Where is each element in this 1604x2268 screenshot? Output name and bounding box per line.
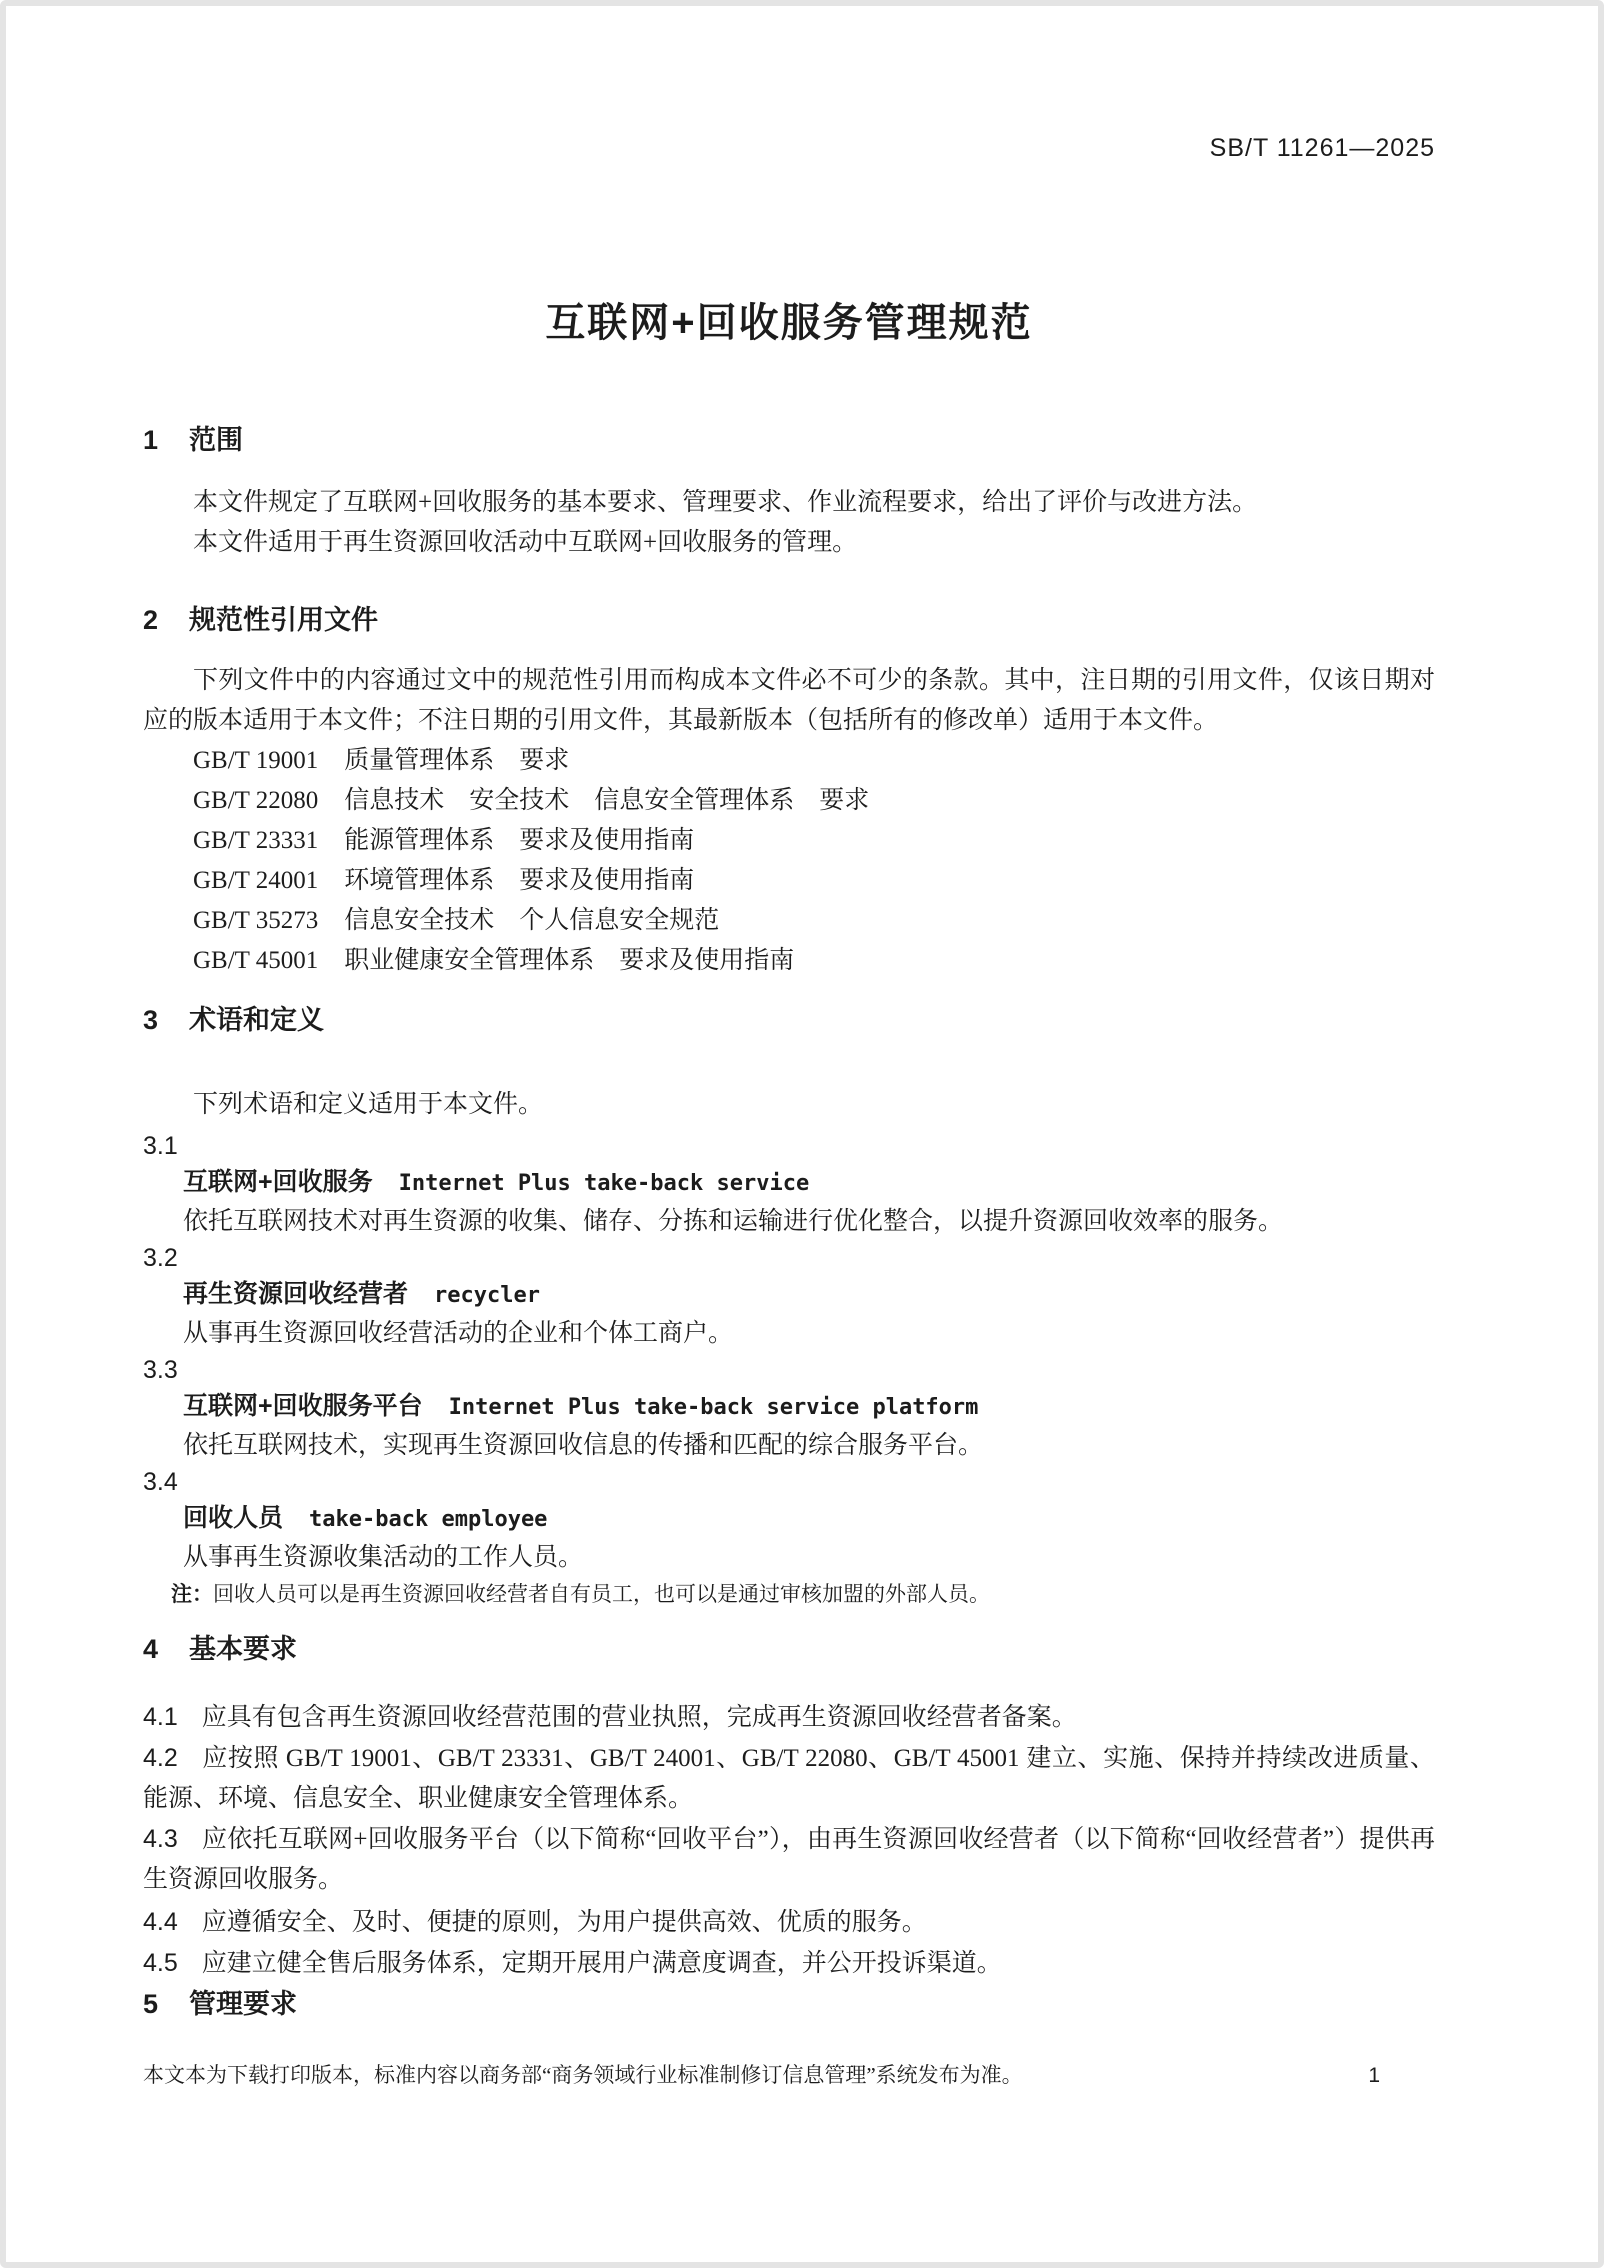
term-name-zh: 互联网+回收服务平台	[183, 1392, 423, 1420]
page-footer	[143, 2060, 1435, 2091]
reference-item	[143, 781, 1435, 821]
reference-code: GB/T 23331	[193, 827, 319, 854]
reference-title: 质量管理体系 要求	[344, 747, 570, 774]
term-name-line	[143, 1164, 1435, 1204]
section-5-heading	[143, 1987, 1435, 2021]
term-definition: 依托互联网技术，实现再生资源回收信息的传播和匹配的综合服务平台。	[183, 1432, 984, 1459]
term-name-en: Internet Plus take-back service platform	[448, 1395, 979, 1420]
term-definition: 依托互联网技术对再生资源的收集、储存、分拣和运输进行优化整合，以提升资源回收效率的服务。	[183, 1208, 1284, 1235]
terms-list	[143, 1128, 1435, 1613]
section-2-number: 2	[143, 605, 159, 635]
requirement-text: 应遵循安全、及时、便捷的原则，为用户提供高效、优质的服务。	[201, 1909, 927, 1936]
term-block	[143, 1128, 1435, 1240]
requirement-item	[143, 1943, 1435, 1984]
requirement-number: 4.5	[143, 1949, 178, 1977]
requirement-number: 4.2	[143, 1744, 178, 1772]
reference-code: GB/T 35273	[193, 907, 319, 934]
term-name-zh: 互联网+回收服务	[183, 1168, 373, 1196]
term-name-zh: 回收人员	[183, 1504, 284, 1532]
term-name-zh: 再生资源回收经营者	[183, 1280, 409, 1308]
section-3-title: 术语和定义	[189, 1005, 324, 1035]
term-number: 3.2	[143, 1244, 178, 1272]
terms-intro: 下列术语和定义适用于本文件。	[193, 1091, 544, 1118]
section-1-number: 1	[143, 425, 159, 455]
section-4-number: 4	[143, 1634, 159, 1664]
section-5-title: 管理要求	[189, 1989, 297, 2019]
section-1-title: 范围	[189, 425, 243, 455]
reference-item	[143, 861, 1435, 901]
reference-item	[143, 821, 1435, 861]
section-4-heading	[143, 1632, 1435, 1666]
term-block	[143, 1352, 1435, 1464]
section-3-heading	[143, 1003, 1435, 1037]
term-name-line	[143, 1500, 1435, 1540]
page-number: 1	[1368, 2064, 1380, 2087]
reference-title: 信息技术 安全技术 信息安全管理体系 要求	[344, 787, 870, 814]
reference-code: GB/T 45001	[193, 947, 319, 974]
reference-code: GB/T 19001	[193, 747, 319, 774]
term-number: 3.1	[143, 1132, 178, 1160]
term-block	[143, 1464, 1435, 1613]
references-intro: 下列文件中的内容通过文中的规范性引用而构成本文件必不可少的条款。其中，注日期的引用文件，仅该日期对应的版本适用于本文件；不注日期的引用文件，其最新版本（包括所有的修改单）适用于本文件。	[143, 667, 1435, 734]
reference-item	[143, 741, 1435, 781]
term-number: 3.4	[143, 1468, 178, 1496]
scope-paragraph-2: 本文件适用于再生资源回收活动中互联网+回收服务的管理。	[193, 529, 858, 556]
requirement-text: 应依托互联网+回收服务平台（以下简称“回收平台”），由再生资源回收经营者（以下简称“回收经营者”）提供再生资源回收服务。	[143, 1826, 1435, 1893]
reference-item	[143, 941, 1435, 981]
term-name-line	[143, 1276, 1435, 1316]
term-definition: 从事再生资源回收经营活动的企业和个体工商户。	[183, 1320, 734, 1347]
requirement-item	[143, 1697, 1435, 1738]
standard-number: SB/T 11261—2025	[1209, 134, 1435, 162]
reference-title: 信息安全技术 个人信息安全规范	[344, 907, 720, 934]
section-3-number: 3	[143, 1005, 159, 1035]
reference-title: 环境管理体系 要求及使用指南	[344, 867, 695, 894]
requirement-item	[143, 1819, 1435, 1900]
section-2-title: 规范性引用文件	[189, 605, 378, 635]
page-content	[6, 6, 1598, 2262]
footer-note: 本文本为下载打印版本，标准内容以商务部“商务领域行业标准制修订信息管理”系统发布为准。	[143, 2063, 1023, 2087]
section-1-heading	[143, 423, 1435, 457]
requirement-text: 应具有包含再生资源回收经营范围的营业执照，完成再生资源回收经营者备案。	[201, 1704, 1077, 1731]
term-name-en: take-back employee	[309, 1507, 548, 1532]
term-name-en: Internet Plus take-back service	[398, 1171, 810, 1196]
requirement-number: 4.1	[143, 1703, 178, 1731]
requirement-text: 应按照 GB/T 19001、GB/T 23331、GB/T 24001、GB/T 22080、GB/T 45001 建立、实施、保持并持续改进质量、能源、环境、信息安全、职业健康安全管理体系。	[143, 1745, 1435, 1812]
reference-title: 职业健康安全管理体系 要求及使用指南	[344, 947, 795, 974]
term-name-en: recycler	[434, 1283, 540, 1308]
term-note	[143, 1576, 1435, 1613]
reference-item	[143, 901, 1435, 941]
term-definition: 从事再生资源收集活动的工作人员。	[183, 1544, 584, 1571]
requirement-text: 应建立健全售后服务体系，定期开展用户满意度调查，并公开投诉渠道。	[201, 1950, 1002, 1977]
reference-list	[143, 741, 1435, 981]
reference-title: 能源管理体系 要求及使用指南	[344, 827, 695, 854]
section-4-title: 基本要求	[189, 1634, 297, 1664]
requirement-number: 4.4	[143, 1908, 178, 1936]
section-5-number: 5	[143, 1989, 159, 2019]
section-2-heading	[143, 603, 1435, 637]
requirement-item	[143, 1902, 1435, 1943]
note-text: 回收人员可以是再生资源回收经营者自有员工，也可以是通过审核加盟的外部人员。	[213, 1582, 990, 1606]
doc-title: 互联网+回收服务管理规范	[545, 301, 1033, 345]
reference-code: GB/T 24001	[193, 867, 319, 894]
scope-paragraph-1: 本文件规定了互联网+回收服务的基本要求、管理要求、作业流程要求，给出了评价与改进方法。	[193, 489, 1258, 516]
term-block	[143, 1240, 1435, 1352]
requirement-item	[143, 1738, 1435, 1819]
requirement-number: 4.3	[143, 1825, 178, 1853]
note-label: 注：	[171, 1583, 213, 1606]
term-name-line	[143, 1388, 1435, 1428]
reference-code: GB/T 22080	[193, 787, 319, 814]
term-number: 3.3	[143, 1356, 178, 1384]
